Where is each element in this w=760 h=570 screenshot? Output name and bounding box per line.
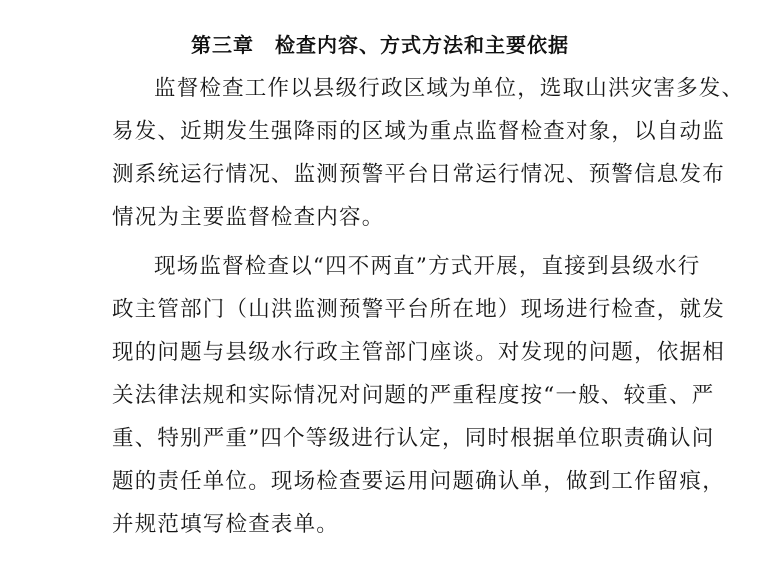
paragraph-line: 易发、近期发生强降雨的区域为重点监督检查对象，以自动监 [112,119,725,144]
paragraph-line: 监督检查工作以县级行政区域为单位，选取山洪灾害多发、 [154,76,745,101]
paragraph-line: 现的问题与县级水行政主管部门座谈。对发现的问题，依据相 [112,340,725,365]
paragraph-line: 现场监督检查以“四不两直”方式开展，直接到县级水行 [154,254,701,279]
paragraph-line: 关法律法规和实际情况对问题的严重程度按“一般、较重、严 [112,383,715,408]
paragraph-line: 重、特别严重”四个等级进行认定，同时根据单位职责确认问 [112,426,715,451]
paragraph-line: 并规范填写检查表单。 [112,512,340,537]
paragraph-line: 政主管部门（山洪监测预警平台所在地）现场进行检查，就发 [112,297,725,322]
paragraph-line: 情况为主要监督检查内容。 [112,205,385,230]
paragraph-line: 题的责任单位。现场检查要运用问题确认单，做到工作留痕， [112,469,725,494]
chapter-title: 第三章 检查内容、方式方法和主要依据 [191,33,569,57]
paragraph-line: 测系统运行情况、监测预警平台日常运行情况、预警信息发布 [112,162,725,187]
